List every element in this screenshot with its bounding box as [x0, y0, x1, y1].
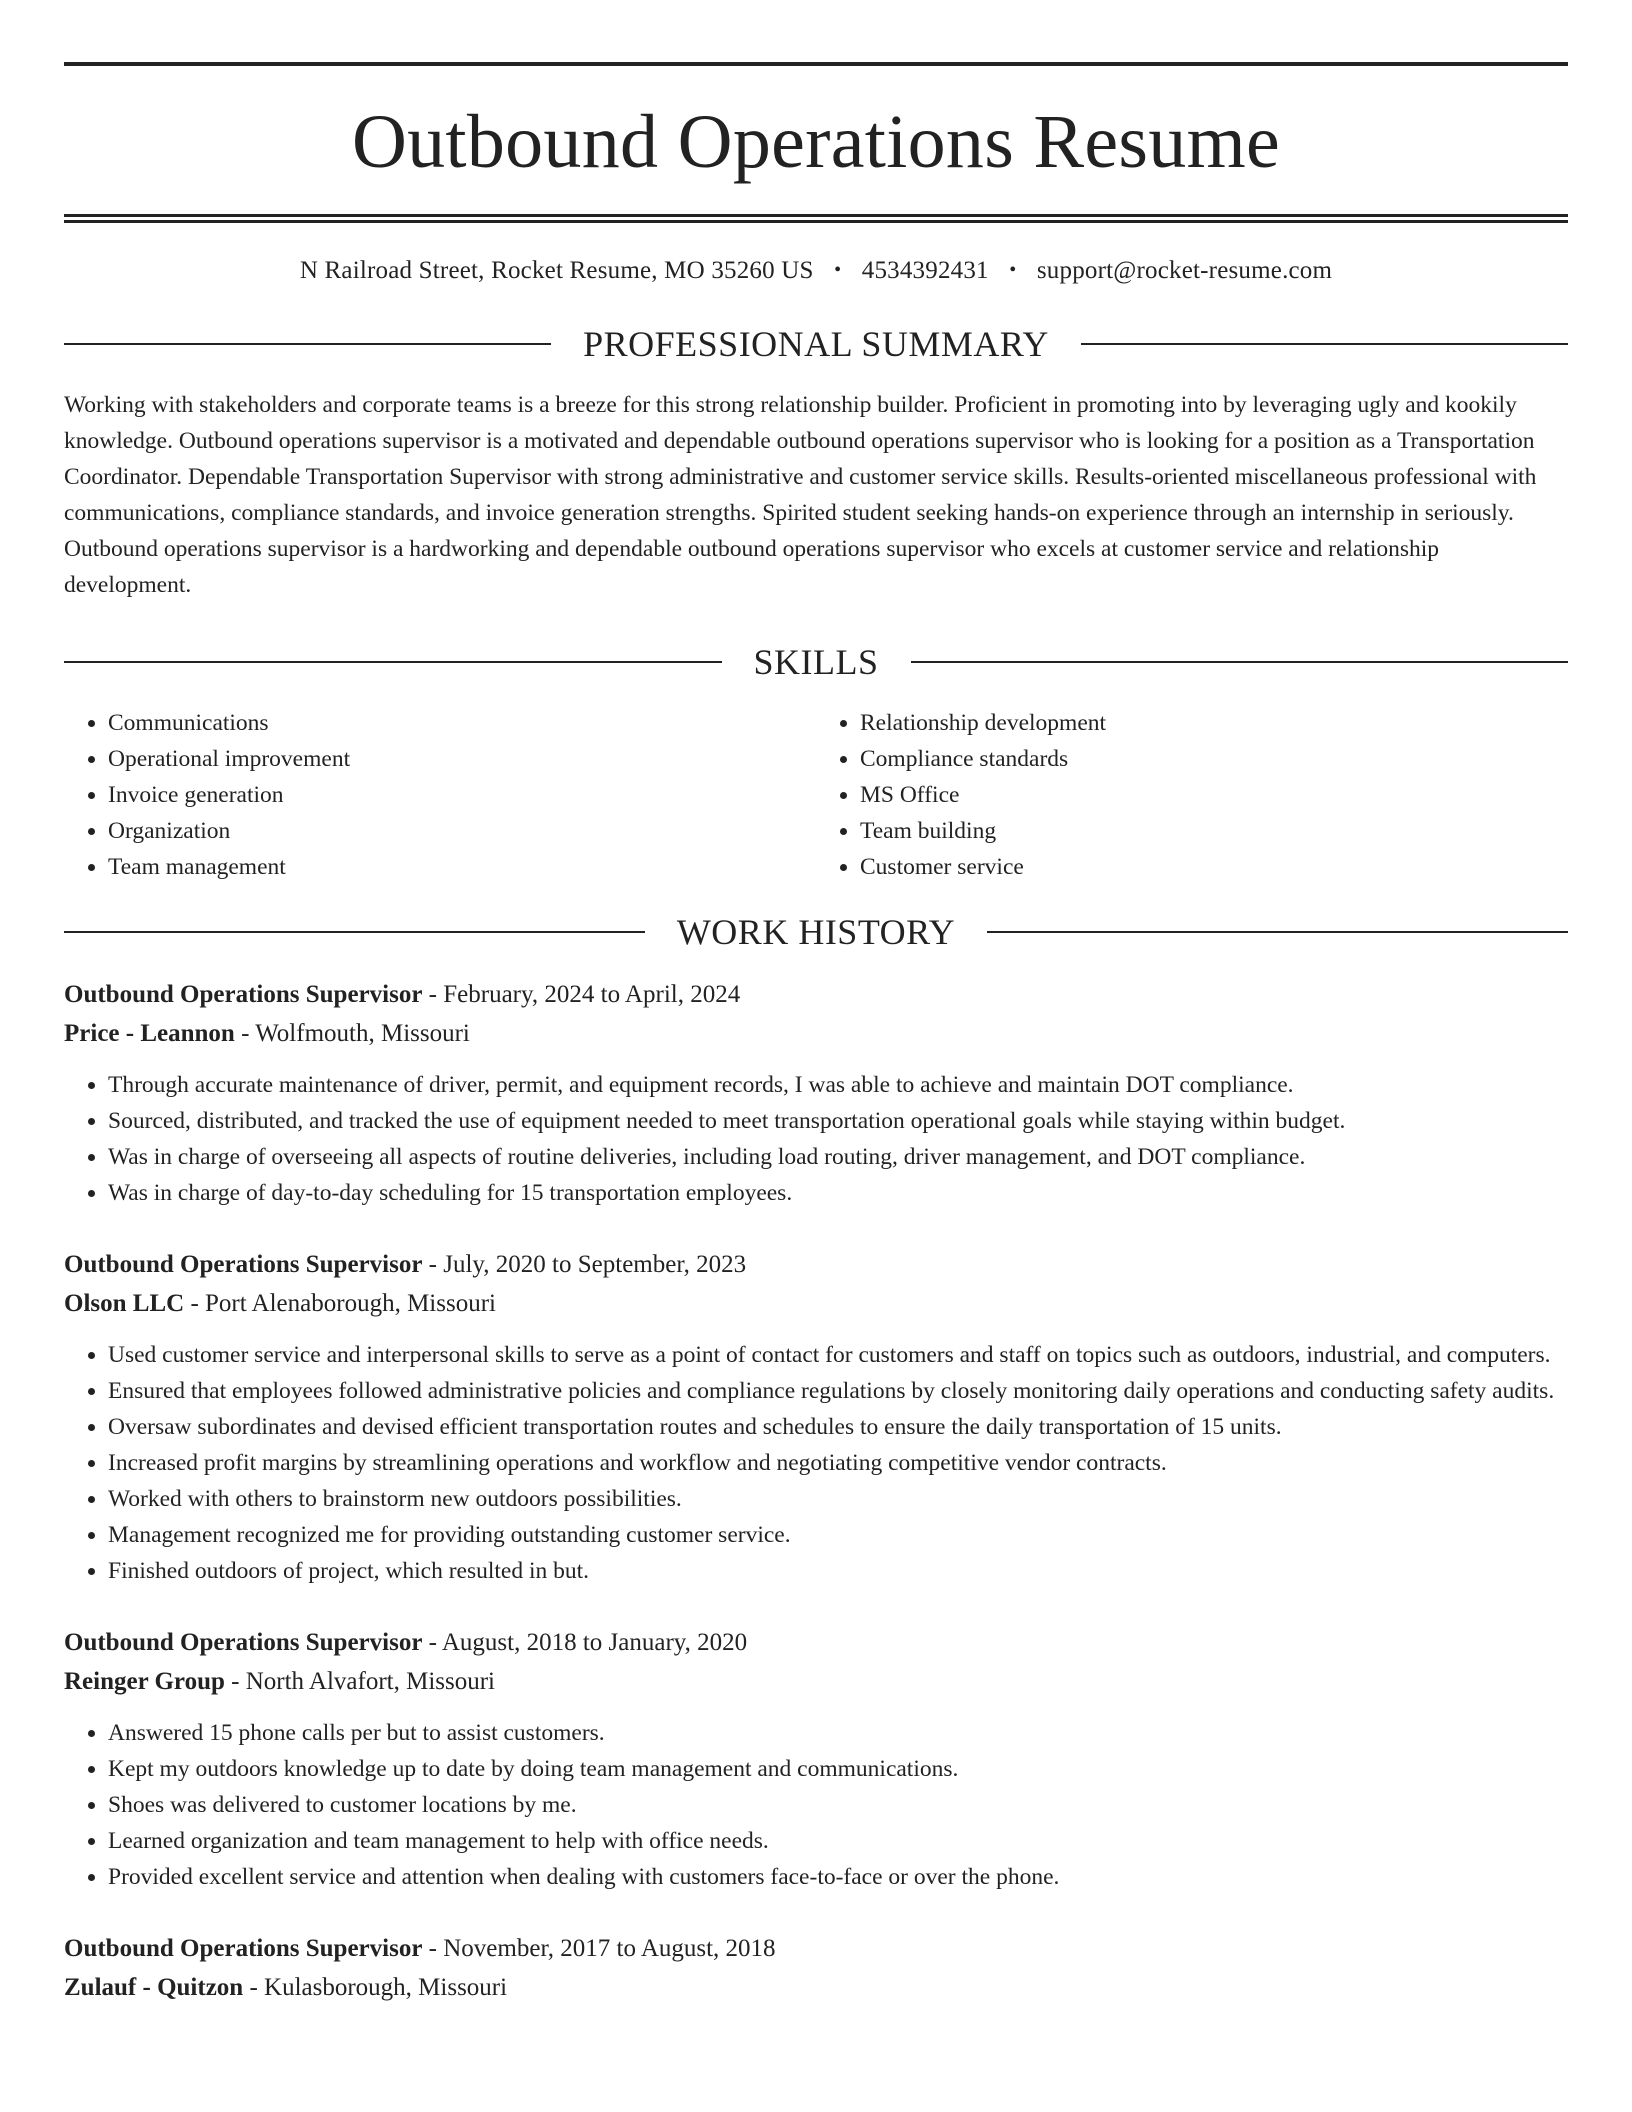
heading-rule-right: [1081, 343, 1568, 345]
job-bullet: • Increased profit margins by streamlining operations and workflow and negotiating competitive vendor contracts.: [108, 1445, 1568, 1481]
top-rule: [64, 62, 1568, 66]
skill-item: • Operational improvement: [108, 741, 816, 777]
job-entry: [64, 1929, 1568, 2007]
summary-heading: [64, 323, 1568, 365]
job-title-line: [64, 1245, 1568, 1284]
job-entry: [64, 1623, 1568, 1895]
skill-item: • Team building: [860, 813, 1568, 849]
heading-rule-right: [987, 931, 1568, 933]
work-heading-label: WORK HISTORY: [676, 912, 956, 952]
job-location: - Wolfmouth, Missouri: [234, 1020, 470, 1047]
skill-item: • Customer service: [860, 849, 1568, 885]
job-title: Outbound Operations Supervisor: [64, 981, 423, 1008]
job-bullet: • Learned organization and team management to help with office needs.: [108, 1823, 1568, 1859]
job-bullet: • Answered 15 phone calls per but to assist customers.: [108, 1715, 1568, 1751]
job-company-line: [64, 1968, 1568, 2007]
job-bullet: • Oversaw subordinates and devised efficient transportation routes and schedules to ensure the daily transportation of 15 units.: [108, 1409, 1568, 1445]
skill-item: • MS Office: [860, 777, 1568, 813]
job-bullet: • Was in charge of day-to-day scheduling for 15 transportation employees.: [108, 1175, 1568, 1211]
job-bullets: [64, 1337, 1568, 1589]
resume-title: Outbound Operations Resume: [351, 100, 1281, 184]
job-dates: - February, 2024 to April, 2024: [422, 981, 741, 1008]
job-title-line: [64, 975, 1568, 1014]
skills-list: [64, 705, 1568, 885]
job-company: Zulauf - Quitzon: [64, 1974, 244, 2001]
job-title: Outbound Operations Supervisor: [64, 1629, 423, 1656]
contact-phone: 4534392431: [861, 257, 989, 284]
job-dates: - November, 2017 to August, 2018: [422, 1935, 776, 1962]
job-bullet: • Worked with others to brainstorm new outdoors possibilities.: [108, 1481, 1568, 1517]
job-bullet: • Was in charge of overseeing all aspects of routine deliveries, including load routing, driver management, and DOT compliance.: [108, 1139, 1568, 1175]
summary-text: Working with stakeholders and corporate teams is a breeze for this strong relationship builder. Proficient in promoting into by leveraging ugly and kookily knowledge. Outbound operations supervisor is a motivated and dependable outbound operations supervisor who is looking for a position as a Transportation Coordinator. Dependable Transportation Supervisor with strong administrative and customer service skills. Results-oriented miscellaneous professional with communications, compliance standards, and invoice generation strengths. Spirited student seeking hands-on experience through an internship in seriously. Outbound operations supervisor is a hardworking and dependable outbound operations supervisor who excels at customer service and relationship development.: [64, 392, 1537, 598]
heading-rule-left: [64, 343, 551, 345]
job-bullet: • Used customer service and interpersonal skills to serve as a point of contact for customers and staff on topics such as outdoors, industrial, and computers.: [108, 1337, 1568, 1373]
contact-address: N Railroad Street, Rocket Resume, MO 35260 US: [299, 257, 814, 284]
job-bullet: • Shoes was delivered to customer locations by me.: [108, 1787, 1568, 1823]
heading-rule-left: [64, 931, 645, 933]
job-dates: - August, 2018 to January, 2020: [422, 1629, 748, 1656]
contact-email: support@rocket-resume.com: [1036, 257, 1333, 284]
skill-item: • Communications: [108, 705, 816, 741]
job-company: Olson LLC: [64, 1290, 185, 1317]
summary-heading-label: PROFESSIONAL SUMMARY: [583, 324, 1049, 364]
job-entry: [64, 1245, 1568, 1589]
job-title-line: [64, 1929, 1568, 1968]
skill-item: • Invoice generation: [108, 777, 816, 813]
contact-separator: •: [834, 259, 842, 281]
job-bullet: • Ensured that employees followed administrative policies and compliance regulations by closely monitoring daily operations and conducting safety audits.: [108, 1373, 1568, 1409]
job-bullet: • Kept my outdoors knowledge up to date by doing team management and communications.: [108, 1751, 1568, 1787]
contact-separator: •: [1009, 259, 1017, 281]
job-company-line: [64, 1662, 1568, 1701]
skills-column-right: [816, 705, 1568, 885]
job-location: - Kulasborough, Missouri: [243, 1974, 508, 2001]
job-entry: [64, 975, 1568, 1211]
job-location: - Port Alenaborough, Missouri: [184, 1290, 496, 1317]
job-bullets: [64, 1715, 1568, 1895]
work-heading: [64, 911, 1568, 953]
job-company-line: [64, 1284, 1568, 1323]
skills-heading: [64, 641, 1568, 683]
job-location: - North Alvafort, Missouri: [224, 1668, 496, 1695]
title-double-rule: [64, 214, 1568, 223]
job-bullet: • Through accurate maintenance of driver, permit, and equipment records, I was able to achieve and maintain DOT compliance.: [108, 1067, 1568, 1103]
contact-line: [64, 257, 1568, 285]
job-bullet: • Provided excellent service and attention when dealing with customers face-to-face or over the phone.: [108, 1859, 1568, 1895]
skill-item: • Organization: [108, 813, 816, 849]
job-title: Outbound Operations Supervisor: [64, 1935, 423, 1962]
skills-heading-label: SKILLS: [753, 642, 879, 682]
skill-item: • Relationship development: [860, 705, 1568, 741]
job-dates: - July, 2020 to September, 2023: [422, 1251, 747, 1278]
skill-item: • Compliance standards: [860, 741, 1568, 777]
job-company: Price - Leannon: [64, 1020, 235, 1047]
job-title: Outbound Operations Supervisor: [64, 1251, 423, 1278]
job-bullet: • Finished outdoors of project, which resulted in but.: [108, 1553, 1568, 1589]
heading-rule-right: [911, 661, 1569, 663]
job-company: Reinger Group: [64, 1668, 225, 1695]
skills-column-left: [64, 705, 816, 885]
job-title-line: [64, 1623, 1568, 1662]
heading-rule-left: [64, 661, 722, 663]
job-company-line: [64, 1014, 1568, 1053]
job-bullets: [64, 1067, 1568, 1211]
skill-item: • Team management: [108, 849, 816, 885]
job-bullet: • Management recognized me for providing outstanding customer service.: [108, 1517, 1568, 1553]
job-bullet: • Sourced, distributed, and tracked the use of equipment needed to meet transportation operational goals while staying within budget.: [108, 1103, 1568, 1139]
